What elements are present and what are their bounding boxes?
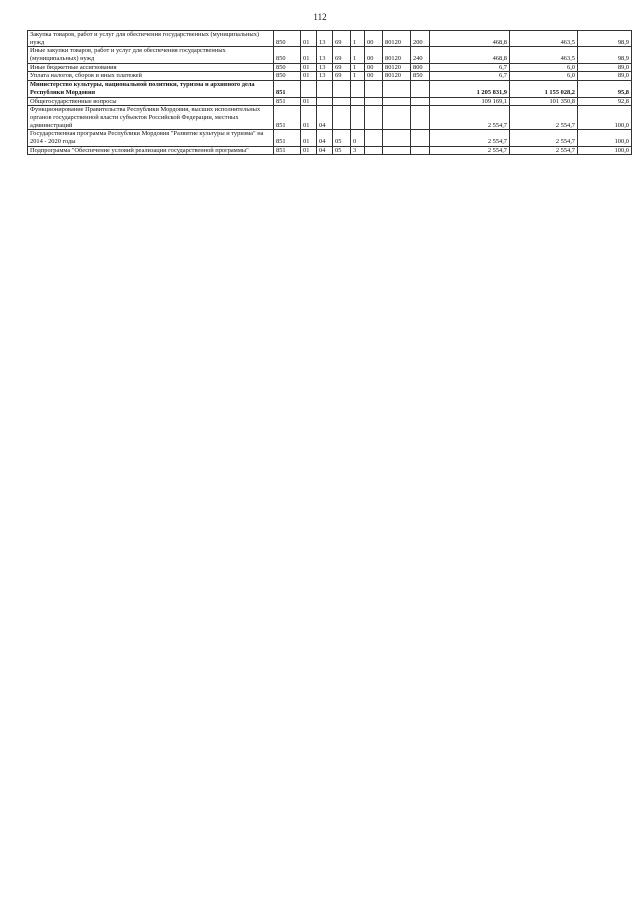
row-name: Общегосударственные вопросы: [28, 97, 274, 106]
col-subprogram: [351, 97, 365, 106]
row-name: Закупка товаров, работ и услуг для обеспечения государственных (муниципальных) нужд: [28, 31, 274, 47]
table-row: [28, 63, 632, 72]
col-vid-rashoda: [411, 146, 430, 155]
col-podrazdel: 04: [317, 106, 333, 130]
row-name: Министерство культуры, национальной политики, туризма и архивного дела Республики Мордовия: [28, 81, 274, 97]
col-fact: 2 554,7: [510, 106, 578, 130]
col-subprogram: [351, 106, 365, 130]
col-vid-rashoda: [411, 106, 430, 130]
col-podrazdel: 13: [317, 31, 333, 47]
col-grbs: 851: [274, 97, 301, 106]
table-row: [28, 106, 632, 130]
col-subprogram: 1: [351, 47, 365, 63]
col-razdel: 01: [301, 47, 317, 63]
col-fact: 6,0: [510, 72, 578, 81]
budget-table: [27, 30, 632, 155]
col-program: 69: [333, 47, 351, 63]
col-direction: [383, 97, 411, 106]
col-grbs: 850: [274, 31, 301, 47]
col-program: [333, 97, 351, 106]
col-program: [333, 106, 351, 130]
col-program: [333, 81, 351, 97]
col-subprogram: 1: [351, 72, 365, 81]
row-name: Подпрограмма "Обеспечение условий реализации государственной программы": [28, 146, 274, 155]
table-row: [28, 130, 632, 146]
col-program: 05: [333, 130, 351, 146]
col-direction: [383, 81, 411, 97]
row-name: Функционирование Правительства Республики Мордовия, высших исполнительных органов государственной власти субъектов Российской Федерации, местных администраций: [28, 106, 274, 130]
col-direction: 80120: [383, 72, 411, 81]
table-row: [28, 146, 632, 155]
col-direction: [383, 130, 411, 146]
col-podrazdel: [317, 97, 333, 106]
col-direction: 80120: [383, 31, 411, 47]
col-percent: 95,8: [578, 81, 632, 97]
col-event: 00: [365, 47, 383, 63]
col-event: [365, 146, 383, 155]
col-podrazdel: [317, 81, 333, 97]
col-razdel: 01: [301, 130, 317, 146]
col-fact: 2 554,7: [510, 146, 578, 155]
col-percent: 89,0: [578, 72, 632, 81]
col-grbs: 851: [274, 106, 301, 130]
col-subprogram: 0: [351, 130, 365, 146]
col-vid-rashoda: 800: [411, 63, 430, 72]
col-fact: 463,5: [510, 31, 578, 47]
col-podrazdel: 04: [317, 146, 333, 155]
col-podrazdel: 13: [317, 47, 333, 63]
col-plan: 468,8: [430, 31, 510, 47]
col-subprogram: 3: [351, 146, 365, 155]
col-grbs: 850: [274, 72, 301, 81]
col-plan: 6,7: [430, 72, 510, 81]
col-program: 69: [333, 63, 351, 72]
col-plan: 109 169,1: [430, 97, 510, 106]
page-number: 112: [313, 12, 327, 22]
col-vid-rashoda: 200: [411, 31, 430, 47]
table-row: [28, 97, 632, 106]
col-subprogram: 1: [351, 63, 365, 72]
col-razdel: 01: [301, 146, 317, 155]
col-grbs: 851: [274, 146, 301, 155]
col-podrazdel: 04: [317, 130, 333, 146]
col-plan: 2 554,7: [430, 146, 510, 155]
col-razdel: 01: [301, 63, 317, 72]
col-razdel: 01: [301, 106, 317, 130]
col-percent: 100,0: [578, 146, 632, 155]
col-vid-rashoda: 850: [411, 72, 430, 81]
col-event: [365, 81, 383, 97]
row-name: Иные бюджетные ассигнования: [28, 63, 274, 72]
col-subprogram: [351, 81, 365, 97]
col-plan: 6,7: [430, 63, 510, 72]
col-razdel: [301, 81, 317, 97]
col-percent: 100,0: [578, 106, 632, 130]
col-direction: 80120: [383, 47, 411, 63]
col-event: [365, 130, 383, 146]
table-row: [28, 81, 632, 97]
col-event: [365, 97, 383, 106]
col-program: 69: [333, 31, 351, 47]
col-razdel: 01: [301, 97, 317, 106]
col-razdel: 01: [301, 31, 317, 47]
col-plan: 2 554,7: [430, 106, 510, 130]
col-direction: [383, 106, 411, 130]
col-fact: 463,5: [510, 47, 578, 63]
table-row: [28, 47, 632, 63]
col-fact: 101 350,8: [510, 97, 578, 106]
col-event: [365, 106, 383, 130]
col-podrazdel: 13: [317, 63, 333, 72]
row-name: Уплата налогов, сборов и иных платежей: [28, 72, 274, 81]
row-name: Иные закупки товаров, работ и услуг для обеспечения государственных (муниципальных) нужд: [28, 47, 274, 63]
col-grbs: 850: [274, 63, 301, 72]
col-vid-rashoda: [411, 97, 430, 106]
col-program: 05: [333, 146, 351, 155]
col-plan: 468,8: [430, 47, 510, 63]
col-fact: 6,0: [510, 63, 578, 72]
col-event: 00: [365, 31, 383, 47]
table-row: [28, 72, 632, 81]
table-body: [28, 31, 632, 155]
col-event: 00: [365, 63, 383, 72]
col-fact: 2 554,7: [510, 130, 578, 146]
col-vid-rashoda: [411, 81, 430, 97]
col-percent: 98,9: [578, 47, 632, 63]
col-percent: 98,9: [578, 31, 632, 47]
col-grbs: 851: [274, 130, 301, 146]
table-row: [28, 31, 632, 47]
col-razdel: 01: [301, 72, 317, 81]
col-program: 69: [333, 72, 351, 81]
col-percent: 89,0: [578, 63, 632, 72]
col-percent: 100,0: [578, 130, 632, 146]
col-percent: 92,8: [578, 97, 632, 106]
col-fact: 1 155 028,2: [510, 81, 578, 97]
col-plan: 2 554,7: [430, 130, 510, 146]
col-event: 00: [365, 72, 383, 81]
col-podrazdel: 13: [317, 72, 333, 81]
col-vid-rashoda: 240: [411, 47, 430, 63]
row-name: Государственная программа Республики Мордовия "Развитие культуры и туризма" на 2014 - 2020 годы: [28, 130, 274, 146]
col-subprogram: 1: [351, 31, 365, 47]
col-vid-rashoda: [411, 130, 430, 146]
col-grbs: 850: [274, 47, 301, 63]
col-plan: 1 205 831,9: [430, 81, 510, 97]
col-direction: [383, 146, 411, 155]
col-grbs: 851: [274, 81, 301, 97]
col-direction: 80120: [383, 63, 411, 72]
